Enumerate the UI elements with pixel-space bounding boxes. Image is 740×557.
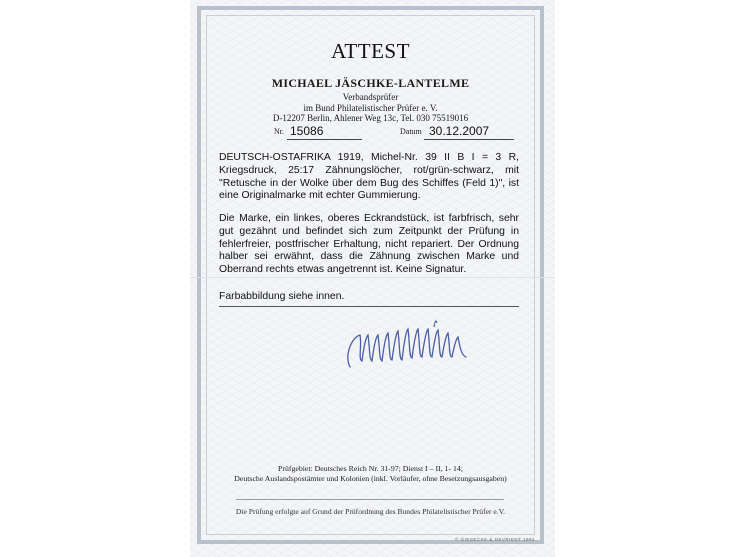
footer-regulation: Die Prüfung erfolgte auf Grund der Prüfordnung des Bundes Philatelistischer Prüfer e.V. [235,507,506,516]
certificate-number: 15086 [290,124,324,138]
examiner-address: D-12207 Berlin, Ahlener Weg 13c, Tel. 030 75519016 [272,113,469,123]
footer-scope-1: Prüfgebiet: Deutsches Reich Nr. 31-97; Dienst I – II, 1- 14; [278,464,463,473]
color-image-note: Farbabbildung siehe innen. [219,291,345,302]
examiner-signature [340,315,475,375]
nr-label: Nr. [274,127,284,136]
stamp-description: DEUTSCH-OSTAFRIKA 1919, Michel-Nr. 39 II B I = 3 R, Kriegsdruck, 25:17 Zähnungslöcher, rot/grün-schwarz, mit "Retusche in der Wolke über dem Bug des Schiffes (Feld 1)", ist eine Originalmarke mit echter Gummierung. [219,152,519,202]
certificate-title: ATTEST [331,39,410,63]
footer-scope-2: Deutsche Auslandspostämter und Kolonien (inkl. Vorläufer, ohne Besetzungsausgaben) [234,474,507,483]
examiner-name: MICHAEL JÄSCHKE-LANTELME [271,76,470,90]
fold-line [190,277,555,278]
printer-copyright: © GIESECKE & DEVRIENT 1994 [455,537,536,542]
footer-divider [236,499,504,500]
examiner-role: Verbandsprüfer [342,92,399,102]
date-underline [424,139,514,140]
certificate-date: 30.12.2007 [429,124,490,138]
nr-underline [287,139,362,140]
datum-label: Datum [400,127,422,136]
text-end-line [219,306,519,307]
condition-description: Die Marke, ein linkes, oberes Eckrandstück, ist farbfrisch, sehr gut gezähnt und befindet sich zum Zeitpunkt der Prüfung in fehlerfreier, postfrischer Erhaltung, nicht repariert. Der Ordnung halber sei erwähnt, dass die Zähnung zwischen Marke und Oberrand rechts etwas angetrennt ist. Keine Signatur. [219,213,519,276]
examiner-association: im Bund Philatelistischer Prüfer e. V. [303,103,438,113]
